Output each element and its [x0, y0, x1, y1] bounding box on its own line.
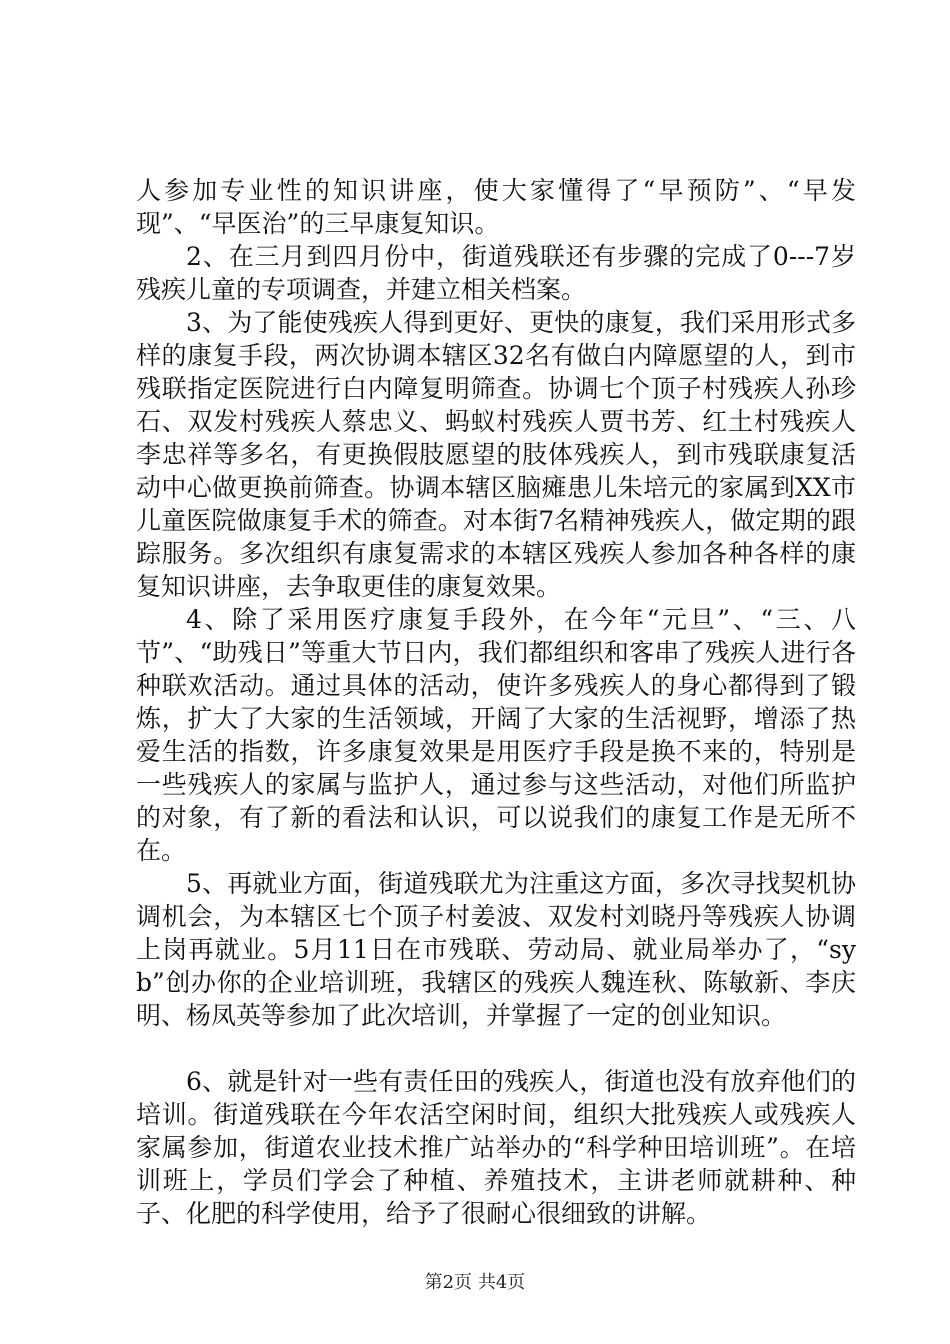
paragraph-4: 4、除了采用医疗康复手段外，在今年“元旦”、“三、八节”、“助残日”等重大节日内，我们都组织和客串了残疾人进行各种联欢活动。通过具体的活动，使许多残疾人的身心都得到了锻炼，扩大了大家的生活领域，开阔了大家的生活视野，增添了热爱生活的指数，许多康复效果是用医疗手段是换不来的，特别是一些残疾人的家属与监护人，通过参与这些活动，对他们所监护的对象，有了新的看法和认识，可以说我们的康复工作是无所不在。	[136, 605, 857, 865]
paragraph-6: 6、就是针对一些有责任田的残疾人，街道也没有放弃他们的培训。街道残联在今年农活空闲时间，组织大批残疾人或残疾人家属参加，街道农业技术推广站举办的“科学种田培训班”。在培训班上，学员们学会了种植、养殖技术，主讲老师就耕种、种子、化肥的科学使用，给予了很耐心很细致的讲解。	[136, 1067, 856, 1228]
paragraph-gap	[136, 1032, 856, 1065]
paragraph-continuation: 人参加专业性的知识讲座，使大家懂得了“早预防”、“早发现”、“早医治”的三早康复知识。	[136, 176, 856, 238]
page-footer: 第2页 共4页	[424, 1272, 526, 1293]
paragraph-5: 5、再就业方面，街道残联尤为注重这方面，多次寻找契机协调机会，为本辖区七个顶子村姜波、双发村刘晓丹等残疾人协调上岗再就业。5月11日在市残联、劳动局、就业局举办了，“syb”创办你的企业培训班，我辖区的残疾人魏连秋、陈敏新、李庆明、杨凤英等参加了此次培训，并掌握了一定的创业知识。	[136, 869, 856, 1030]
paragraph-3: 3、为了能使残疾人得到更好、更快的康复，我们采用形式多样的康复手段，两次协调本辖区32名有做白内障愿望的人，到市残联指定医院进行白内障复明筛查。协调七个顶子村残疾人孙珍石、双发村残疾人蔡忠义、蚂蚁村残疾人贾书芳、红土村残疾人李忠祥等多名，有更换假肢愿望的肢体残疾人，到市残联康复活动中心做更换前筛查。协调本辖区脑瘫患儿朱培元的家属到XX市儿童医院做康复手术的筛查。对本街7名精神残疾人，做定期的跟踪服务。多次组织有康复需求的本辖区残疾人参加各种各样的康复知识讲座，去争取更佳的康复效果。	[136, 308, 856, 601]
paragraph-2: 2、在三月到四月份中，街道残联还有步骤的完成了0---7岁残疾儿童的专项调查，并建立相关档案。	[136, 242, 856, 304]
document-body	[136, 174, 856, 1230]
